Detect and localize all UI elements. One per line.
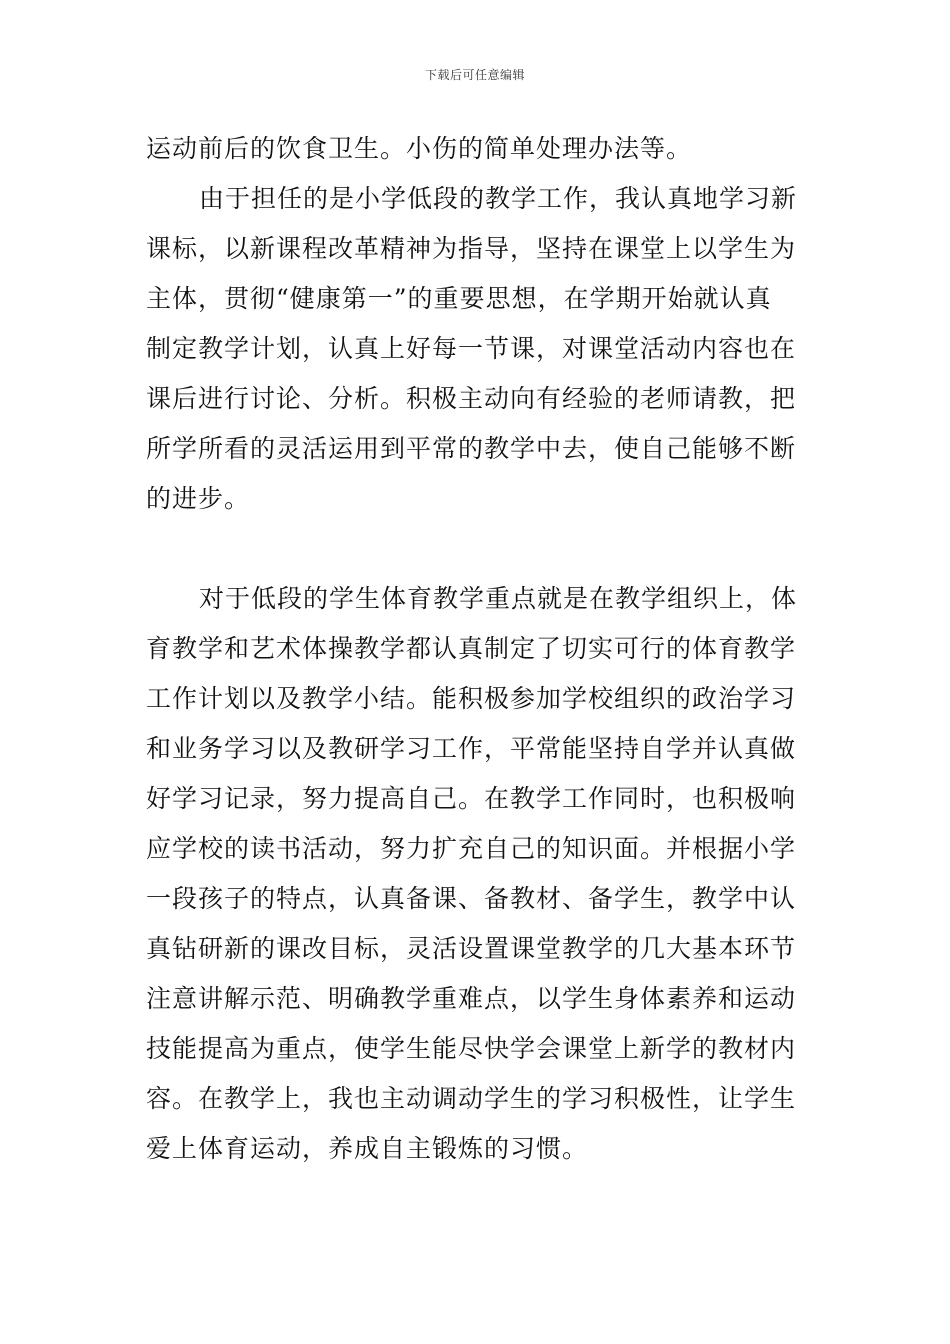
paragraph-line: 技能提高为重点，使学生能尽快学会课堂上新学的教材内 [146, 1034, 797, 1063]
paragraph-line: 工作计划以及教学小结。能积极参加学校组织的政治学习 [146, 684, 797, 713]
paragraph-line: 和业务学习以及教研学习工作，平常能坚持自学并认真做 [146, 734, 797, 763]
paragraph-line: 的进步。 [146, 484, 251, 513]
paragraph-line: 对于低段的学生体育教学重点就是在教学组织上，体 [199, 584, 798, 613]
paragraph-line: 注意讲解示范、明确教学重难点，以学生身体素养和运动 [146, 984, 797, 1013]
paragraph-line: 课后进行讨论、分析。积极主动向有经验的老师请教，把 [146, 384, 797, 413]
paragraph-line: 爱上体育运动，养成自主锻炼的习惯。 [146, 1134, 589, 1163]
paragraph-line: 制定教学计划，认真上好每一节课，对课堂活动内容也在 [146, 334, 797, 363]
paragraph-line: 由于担任的是小学低段的教学工作，我认真地学习新 [199, 184, 798, 213]
paragraph-line: 容。在教学上，我也主动调动学生的学习积极性，让学生 [146, 1084, 797, 1113]
paragraph-line: 真钻研新的课改目标，灵活设置课堂教学的几大基本环节 [146, 934, 797, 963]
paragraph-line: 一段孩子的特点，认真备课、备教材、备学生，教学中认 [146, 884, 797, 913]
paragraph-line: 课标，以新课程改革精神为指导，坚持在课堂上以学生为 [146, 234, 797, 263]
paragraph-line: 应学校的读书活动，努力扩充自己的知识面。并根据小学 [146, 834, 797, 863]
paragraph-line: 所学所看的灵活运用到平常的教学中去，使自己能够不断 [146, 434, 797, 463]
paragraph-1 [146, 124, 806, 174]
paragraph-line: 育教学和艺术体操教学都认真制定了切实可行的体育教学 [146, 634, 797, 663]
paragraph-2 [146, 174, 806, 524]
paragraph-line: 好学习记录，努力提高自己。在教学工作同时，也积极响 [146, 784, 797, 813]
paragraph-3 [146, 574, 806, 1174]
page-header: 下载后可任意编辑 [424, 68, 525, 82]
paragraph-line: 主体，贯彻“健康第一”的重要思想，在学期开始就认真 [146, 284, 772, 313]
paragraph-line: 运动前后的饮食卫生。小伤的简单处理办法等。 [146, 134, 693, 163]
